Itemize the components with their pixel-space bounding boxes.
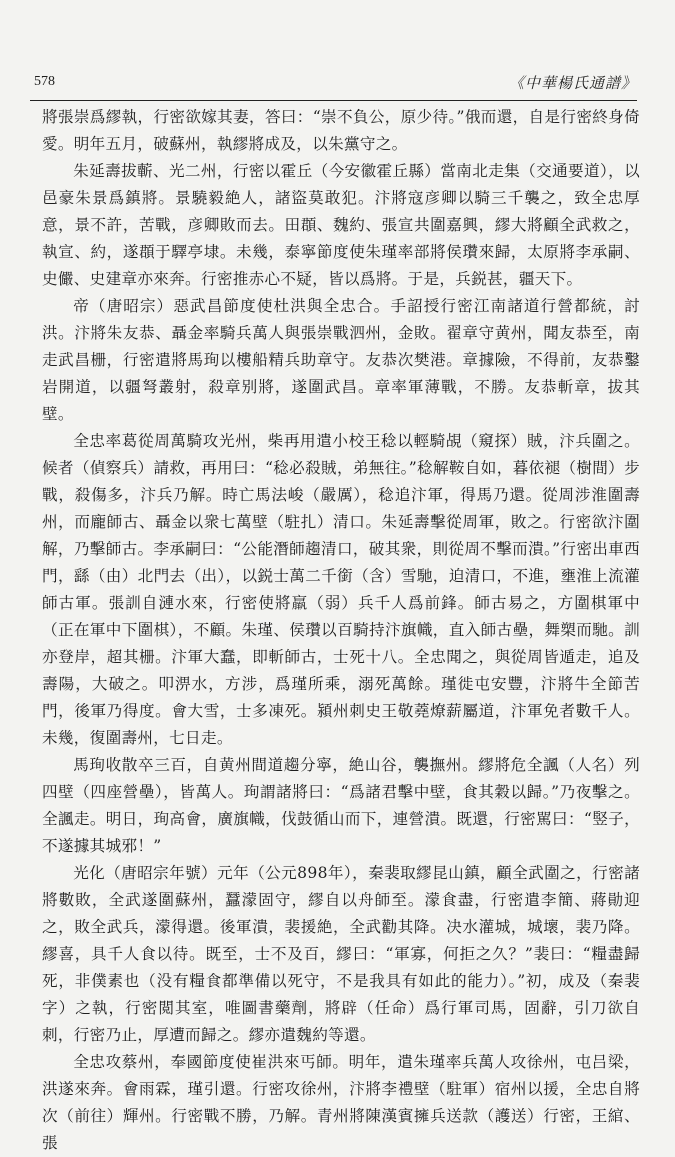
paragraph: 全忠攻蔡州，奉國節度使崔洪來丐師。明年，遣朱瑾率兵萬人攻徐州，屯吕梁，洪遂來奔。會雨霖，瑾引還。行密攻徐州，汴將李禮壁（駐軍）宿州以援，全忠自將次（前往）輝州。行密戰不勝，乃解。青州將陳漢賓擁兵送款（護送）行密，王綰、張 [42,1053,640,1152]
paragraph: 光化（唐昭宗年號）元年（公元898年），秦裴取繆昆山鎮，顧全武圍之，行密諸將數敗，全武遂圍蘇州，蠶濛固守，繆自以舟師至。濛食盡，行密遣李簡、蔣勛迎之，敗全武兵，濛得還。後軍潰，裴援絶，全武勸其降。决水灌城，城壞，裴乃降。繆喜，具千人食以待。既至，士不及百，繆曰：“軍寡，何拒之久？”裴曰：“糧盡歸死，非僕素也（没有糧食都準備以死守，不是我具有如此的能力）。”初，成及（秦裴字）之執，行密閲其室，唯圖書藥劑，將辟（任命）爲行軍司馬，固辭，引刀欲自刺，行密乃止，厚遭而歸之。繆亦遣魏約等還。 [42,864,640,1044]
paragraph: 馬珣收散卒三百，自黄州間道趨分寧，絶山谷，襲撫州。繆將危全諷（人名）列四壁（四座營壘），皆萬人。珣謂諸將曰：“爲諸君擊中壁，食其穀以歸。”乃夜擊之。全諷走。明日，珣高會，廣旗幟，伐鼓循山而下，連營潰。既還，行密駡曰：“竪子，不遂據其城邪！” [42,756,640,855]
paragraph: 全忠率葛從周萬騎攻光州，柴再用遣小校王稔以輕騎覘（窺探）賊，汴兵圍之。候者（偵察兵）請救，再用曰：“稔必殺賊，弟無往。”稔解鞍自如，暮依褪（樹間）步戰，殺傷多，汴兵乃解。時亡馬法峻（嚴厲），稔追汴軍，得馬乃還。從周涉淮圍壽州，而龐師古、聶金以衆七萬壁（駐扎）清口。朱延壽擊從周軍，敗之。行密欲汴圍解，乃擊師古。李承嗣曰：“公能潛師趨清口，破其衆，則從周不擊而潰。”行密出車西門，繇（由）北門去（出），以鋭士萬二千銜（含）雪馳，迫清口，不進，壅淮上流灌師古軍。張訓自漣水來，行密使將羸（弱）兵千人爲前鋒。師古易之，方圍棋軍中（正在軍中下圍棋），不顧。朱瑾、侯瓚以百騎持汴旗幟，直入師古壘，舞槊而馳。訓亦登岸，超其栅。汴軍大蠢，即斬師古，士死十八。全忠聞之，與從周皆遁走，追及壽陽，大破之。叩淠水，方涉，爲瑾所乘，溺死萬餘。瑾徙屯安豐，汴將牛全節苦門，後軍乃得度。會大雪，士多凍死。潁州刺史王敬蕘燎薪屬道，汴軍免者數千人。未幾，復圍壽州，七日走。 [42,432,640,747]
page-header [30,60,637,104]
body-text [42,104,640,1157]
header-rule [30,100,637,101]
paragraph: 帝（唐昭宗）惡武昌節度使杜洪與全忠合。手詔授行密江南諸道行營都統，討洪。汴將朱友恭、聶金率騎兵萬人與張崇戰泗州，金敗。翟章守黄州，聞友恭至，南走武昌栅，行密遣將馬珣以樓船精兵助章守。友恭次樊港。章據險，不得前，友恭鑿岩開道，以疆弩叢射，殺章别將，遂圍武昌。章率軍薄戰，不勝。友恭斬章，拔其壁。 [42,297,640,423]
book-title: 《中華楊氏通譜》 [508,74,637,92]
paragraph: 朱延壽拔蘄、光二州，行密以霍丘（今安徽霍丘縣）當南北走集（交通要道），以邑豪朱景爲鎮將。景驍毅絶人，諸盜莫敢犯。汴將寇彦卿以騎三千襲之，致全忠厚意，景不許，苦戰，彦卿敗而去。田頵、魏約、張宣共圍嘉興，繆大將顧全武救之，執宣、約，遂頵于驛亭埭。未幾，泰寧節度使朱瑾率部將侯瓚來歸，太原將李承嗣、史儼、史建章亦來奔。行密推赤心不疑，皆以爲將。于是，兵鋭甚，疆天下。 [42,162,640,288]
page-number: 578 [34,74,55,89]
paragraph: 將張崇爲繆執，行密欲嫁其妻，答曰：“崇不負公，原少待。”俄而還，自是行密終身倚愛。明年五月，破蘇州，執繆將成及，以朱黨守之。 [42,108,640,153]
